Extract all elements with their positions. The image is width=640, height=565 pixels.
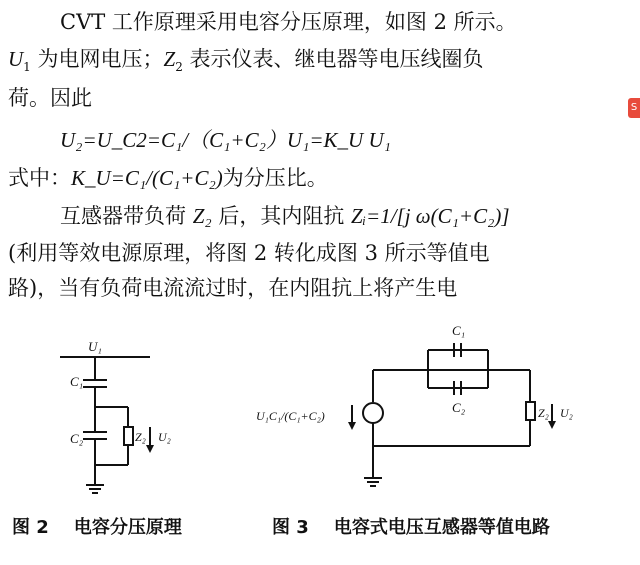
fig3-label-u2: U₂ xyxy=(560,406,573,420)
fig2-label-u1: U₁ xyxy=(88,339,102,354)
text-line-6 xyxy=(60,200,630,233)
text-line-1: CVT 工作原理采用电容分压原理，如图 2 所示。 xyxy=(60,10,517,34)
fig2-label-c1: C₁ xyxy=(70,374,84,389)
text-line-7: (利用等效电源原理，将图 2 转化成图 3 所示等值电 xyxy=(8,241,490,265)
u1-symbol: U xyxy=(8,47,24,71)
fig3-label-source: U₁C₁/(C₁+C₂) xyxy=(256,409,325,423)
text-line-2-a: 为电网电压； xyxy=(30,47,164,71)
fig3-load-resistor xyxy=(526,402,535,420)
fig2-load-resistor xyxy=(124,427,133,445)
fig2-label-u2: U₂ xyxy=(158,430,171,444)
text-line-6-z: Z₂ xyxy=(192,204,212,228)
fig3-voltage-source xyxy=(363,403,383,423)
fig2-label-c2: C₂ xyxy=(70,431,84,446)
figure-2-circuit xyxy=(40,335,190,505)
fig3-label-z2: Z₂ xyxy=(538,406,549,420)
text-line-6-a: 互感器带负荷 xyxy=(60,204,193,228)
text-line-3: 荷。因此 xyxy=(8,86,92,110)
z2-symbol: Z xyxy=(163,47,176,71)
figure-3-caption xyxy=(272,513,550,539)
fig3-label-c2: C₂ xyxy=(452,400,466,415)
figure-2-title: 电容分压原理 xyxy=(73,517,182,538)
impedance-formula: Zᵢ=1/[j ω(C₁+C₂)] xyxy=(351,204,510,228)
z2-subscript: 2 xyxy=(175,60,183,74)
text-line-6-b: 后，其内阻抗 xyxy=(211,204,352,228)
fig2-label-z2: Z₂ xyxy=(135,430,146,444)
text-line-5-prefix: 式中： xyxy=(8,166,71,190)
u1-subscript: 1 xyxy=(23,60,31,74)
divider-ratio-formula: K_U=C₁/(C₁+C₂) xyxy=(71,166,223,190)
figure-3-number: 图 3 xyxy=(272,517,309,538)
text-line-8: 路)，当有负荷电流流过时，在内阻抗上将产生电 xyxy=(8,276,458,300)
text-line-5 xyxy=(8,162,630,195)
fig3-label-c1: C₁ xyxy=(452,323,466,338)
text-line-2 xyxy=(8,43,630,84)
side-badge[interactable]: S xyxy=(628,98,640,118)
formula-1: U₂=U_C2=C₁/（C₁+C₂）U₁=K_U U₁ xyxy=(60,128,391,152)
text-line-5-suffix: 为分压比。 xyxy=(222,166,328,190)
figure-3-title: 电容式电压互感器等值电路 xyxy=(333,517,550,538)
figure-2-number: 图 2 xyxy=(12,517,49,538)
figure-2-caption xyxy=(12,513,182,539)
figure-3-circuit xyxy=(248,318,588,498)
text-line-2-b: 表示仪表、继电器等电压线圈负 xyxy=(182,47,484,71)
